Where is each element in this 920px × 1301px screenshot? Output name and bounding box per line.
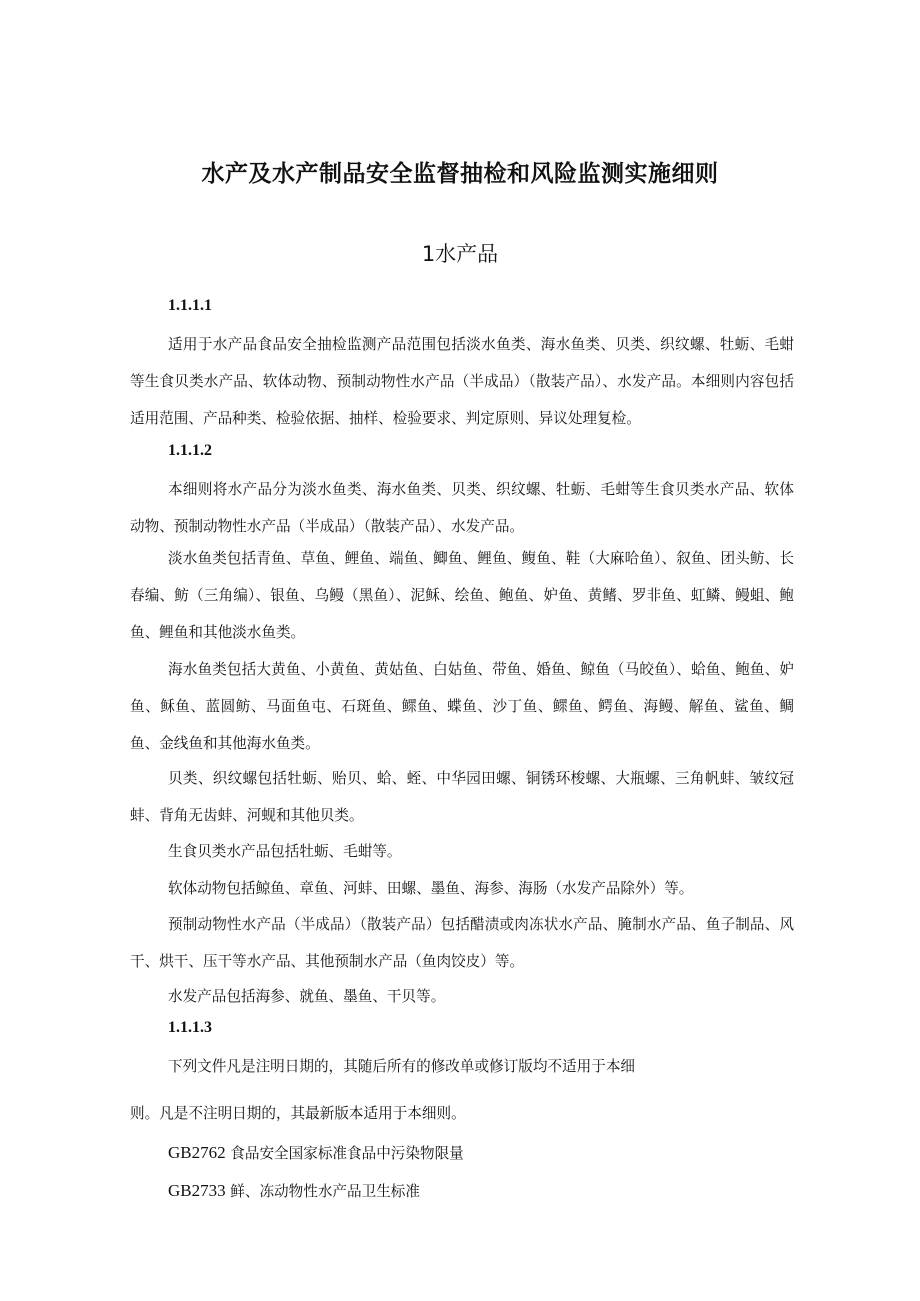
paragraph-prepared-products: 预制动物性水产品（半成品）（散装产品）包括醋渍或肉冻状水产品、腌制水产品、鱼子制品、风干、烘干、压干等水产品、其他预制水产品（鱼肉饺皮）等。 <box>130 916 794 970</box>
paragraph-references-line-2: 则。凡是不注明日期的，其最新版本适用于本细则。 <box>130 1105 466 1122</box>
standard-item <box>168 1180 420 1201</box>
clause-number-2: 1.1.1.2 <box>168 442 212 459</box>
paragraph-rehydrated-products: 水发产品包括海参、就鱼、墨鱼、干贝等。 <box>168 988 446 1005</box>
paragraph-references-line-1: 下列文件凡是注明日期的，其随后所有的修改单或修订版均不适用于本细 <box>168 1058 636 1075</box>
standard-code: GB2733 <box>168 1181 226 1200</box>
section-title: 1水产品 <box>421 242 499 266</box>
document-title: 水产及水产制品安全监督抽检和风险监测实施细则 <box>201 161 719 187</box>
paragraph-freshwater-fish: 淡水鱼类包括青鱼、草鱼、鲤鱼、端鱼、鲫鱼、鲤鱼、鳆鱼、鞋（大麻哈鱼）、叙鱼、团头鲂、长春编、鲂（三角编）、银鱼、乌鳗（黑鱼）、泥稣、绘鱼、鲍鱼、妒鱼、黄鳍、罗非鱼、虹鳞、鳗蛆、鲍鱼、鲤鱼和其他淡水鱼类。 <box>130 550 794 641</box>
clause-number-1: 1.1.1.1 <box>168 297 212 314</box>
paragraph-shellfish: 贝类、织纹螺包括牡蛎、贻贝、蛤、蛭、中华园田螺、铜锈环梭螺、大瓶螺、三角帆蚌、皱纹冠蚌、背角无齿蚌、河蚬和其他贝类。 <box>130 770 794 824</box>
paragraph-mollusks: 软体动物包括鲸鱼、章鱼、河蚌、田螺、墨鱼、海参、海肠（水发产品除外）等。 <box>168 880 694 897</box>
clause-number-3: 1.1.1.3 <box>168 1019 212 1036</box>
standard-name: 鲜、冻动物性水产品卫生标准 <box>230 1183 420 1200</box>
standard-code: GB2762 <box>168 1143 226 1162</box>
paragraph-classification: 本细则将水产品分为淡水鱼类、海水鱼类、贝类、织纹螺、牡蛎、毛蚶等生食贝类水产品、软体动物、预制动物性水产品（半成品）（散装产品）、水发产品。 <box>130 481 794 535</box>
paragraph-scope: 适用于水产品食品安全抽检监测产品范围包括淡水鱼类、海水鱼类、贝类、织纹螺、牡蛎、毛蚶等生食贝类水产品、软体动物、预制动物性水产品（半成品）（散装产品）、水发产品。本细则内容包括适用范围、产品种类、检验依据、抽样、检验要求、判定原则、异议处理复检。 <box>130 336 794 427</box>
standard-name: 食品安全国家标准食品中污染物限量 <box>230 1145 464 1162</box>
standard-item <box>168 1142 464 1163</box>
paragraph-seawater-fish: 海水鱼类包括大黄鱼、小黄鱼、黄姑鱼、白姑鱼、带鱼、婚鱼、鲸鱼（马皎鱼）、蛤鱼、鲍鱼、妒鱼、稣鱼、蓝圆鲂、马面鱼屯、石斑鱼、鳏鱼、蝶鱼、沙丁鱼、鳏鱼、鳄鱼、海鳗、解鱼、鲨鱼、鲷鱼、金线鱼和其他海水鱼类。 <box>130 661 794 752</box>
paragraph-raw-shellfish: 生食贝类水产品包括牡蛎、毛蚶等。 <box>168 843 402 860</box>
